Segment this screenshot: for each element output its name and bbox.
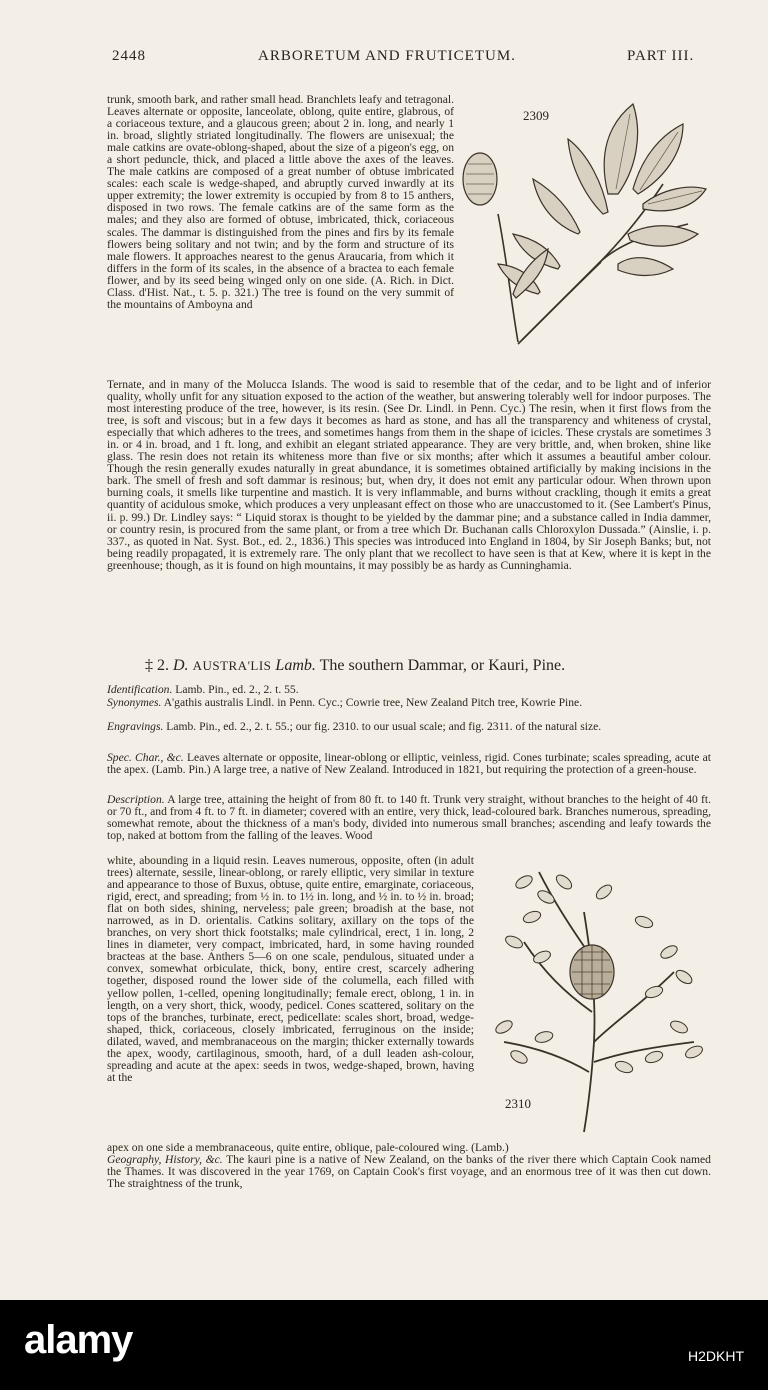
engravings-text: Lamb. Pin., ed. 2., 2. t. 55.; our fig. 2310. to our usual scale; and fig. 2311. of the natural size. — [166, 720, 602, 733]
species-authority: Lamb. — [275, 657, 316, 674]
geography-entry — [107, 1154, 711, 1190]
figure-2310-illustration — [484, 852, 708, 1137]
description-text-a: A large tree, attaining the height of from 80 ft. to 140 ft. Trunk very straight, without branches to the height of 40 ft. or 70 ft., and from 4 ft. to 7 ft. in diameter; covered with an entire, very thick, lead-coloured bark. Branches numerous, spreading, somewhat remote, about the thickness of a man's body, divided into numerous small branches; ascending and leafy towards the top, naked at bottom from the falling of the leaves. Wood — [107, 793, 711, 843]
species-number: 2. — [157, 657, 169, 674]
description-narrow — [107, 855, 474, 1084]
common-name: The southern Dammar, or Kauri, Pine. — [319, 657, 566, 674]
spec-char-label: Spec. Char., &c. — [107, 751, 184, 764]
synonymes-entry — [107, 697, 711, 709]
hardiness-symbol: ‡ — [145, 657, 153, 674]
image-id: H2DKHT — [687, 1348, 744, 1364]
description-label: Description. — [107, 793, 165, 806]
species-epithet: AUSTRA'LIS — [192, 658, 272, 673]
figure-2309-number: 2309 — [523, 108, 549, 123]
geography-text: The kauri pine is a native of New Zealand, on the banks of the river there which Captain Cook named the Thames. It was discovered in the year 1769, on Captain Cook's first voyage, and an enormous tree of it was then cut down. The straightness of the trunk, — [107, 1153, 711, 1191]
genus-abbrev: D. — [173, 657, 189, 674]
paragraph-1-full: Ternate, and in many of the Molucca Islands. The wood is said to resemble that of the cedar, and to be light and of inferior quality, wholly unfit for any situation exposed to the action of the weather, but answering tolerably well for indoor purposes. The most interesting produce of the tree, however, is its resin. (See Dr. Lindl. in Penn. Cyc.) The resin, when it first flows from the tree, is soft and viscous; but in a few days it becomes as hard as stone, and has all the transparency and whiteness of crystal, especially that which adheres to the trees, and sometimes hangs from them in the shape of icicles. These crystals are sometimes 3 in. or 4 in. broad, and 1 ft. long, and exhibit an elegant striated appearance. They are very brittle, and, when broken, shine like glass. The resin does not retain its whiteness more than five or six months; after which it assumes a beautiful amber colour. Though the resin generally exudes naturally in great abundance, it is sometimes obtained artificially by making incisions in the bark. The smell of fresh and soft dammar is resinous; but, when dry, it does not emit any particular odour. When thrown upon burning coals, it smells like turpentine and mastich. It is very inflammable, and burns without crackling, though it emits a great quantity of acidulous smoke, which produces a very unpleasant effect on those who are unaccustomed to it. (See Lambert's Pinus, ii. p. 99.) Dr. Lindley says: “ Liquid storax is thought to be yielded by the dammar pine; and a substance called in India dammer, or country resin, is procured from the same plant, or from a tree which Dr. Buchanan calls Chloroxylon Dussada.” (Ainslie, i. p. 337., as quoted in Nat. Syst. Bot., ed. 2., 1836.) This species was introduced into England in 1804, by Sir Joseph Banks; but, not being readily propagated, it is extremely rare. The only plant that we recollect to have seen is that at Kew, where it is kept in the greenhouse; though, as it is found on high mountains, it may possibly be as hardy as Cunninghamia. — [107, 378, 711, 572]
identification-entry — [107, 684, 711, 696]
geography-label: Geography, History, &c. — [107, 1153, 223, 1166]
engravings-entry — [107, 721, 711, 733]
species-heading — [145, 657, 565, 675]
description-entry — [107, 794, 711, 842]
page-number: 2448 — [112, 48, 146, 64]
alamy-logo: alamy — [24, 1318, 133, 1362]
engravings-label: Engravings. — [107, 720, 164, 733]
identification-label: Identification. — [107, 683, 173, 696]
spec-char-entry — [107, 752, 711, 776]
spec-char-text: Leaves alternate or opposite, linear-oblong or elliptic, veinless, rigid. Cones turbinate; scales spreading, acute at the apex. (Lamb. Pin.) A large tree, a native of New Zealand. Introduced in 1821, but requiring the protection of a green-house. — [107, 751, 711, 777]
running-title: ARBORETUM AND FRUTICETUM. — [258, 48, 516, 64]
stock-photo-footer — [0, 1300, 768, 1390]
figure-2309-illustration — [458, 94, 708, 356]
synonymes-text: A'gathis australis Lindl. in Penn. Cyc.; Cowrie tree, New Zealand Pitch tree, Kowrie Pine. — [163, 696, 583, 709]
description-text-b: white, abounding in a liquid resin. Leaves numerous, opposite, often (in adult trees) alternate, sessile, linear-oblong, or rarely elliptic, very similar in texture and appearance to those of Buxus, obtuse, quite entire, emarginate, coriaceous, rigid, erect, and spreading; from ½ in. to 1½ in. long, and ½ in. to ½ in. broad; flat on both sides, shining, nerveless; pale green; broadish at the base, not narrowed, as in D. orientalis. Catkins solitary, axillary on the tops of the branches, on very short thick footstalks; male cylindrical, erect, 1 in. long, 2 lines in diameter, very compact, imbricated, hard, in some having rounded bracteas at the base. Anthers 5—6 on one scale, pendulous, situated under a convex, somewhat orbiculate, thick, bony, entire crest, scarcely adhering together, disposed round the lower side of the columella, each filled with yellow pollen, 1-celled, opening longitudinally; female erect, oblong, 1 in. in length, on a very short, thick, woody, pedicel. Cones scattered, solitary on the tops of the branches, turbinate, erect, pedicellate: scales short, broad, wedge-shaped, thick, coriaceous, closely imbricated, ferruginous on the inside; dilated, waved, and membranaceous on the margin; thicker externally towards the apex, woody, cartilaginous, smooth, hard, of a dull leaden ash-colour, spreading and acute at the apex: seeds in twos, wedge-shaped, brown, having at the — [107, 854, 474, 1084]
synonymes-label: Synonymes. — [107, 696, 162, 709]
part-label: PART III. — [627, 48, 695, 64]
description-text-c: apex on one side a membranaceous, quite entire, oblique, pale-coloured wing. (Lamb.) — [107, 1141, 509, 1154]
identification-text: Lamb. Pin., ed. 2., 2. t. 55. — [175, 683, 299, 696]
figure-2310-number: 2310 — [505, 1096, 531, 1111]
paragraph-1-narrow: trunk, smooth bark, and rather small head. Branchlets leafy and tetragonal. Leaves alternate or opposite, lanceolate, oblong, quite entire, glabrous, of a coriaceous texture, and a glaucous green; about 2 in. long, and nearly 1 in. broad, slightly striated longitudinally. The flowers are unisexual; the male catkins are ovate-oblong-shaped, about the size of a pigeon's egg, on a short peduncle, thick, and placed a little above the axes of the leaves. The male catkins are composed of a great number of obtuse imbricated scales: each scale is wedge-shaped, and abruptly curved inwardly at its upper extremity; the lower extremity is occupied by from 8 to 15 anthers, disposed in two rows. The female catkins are of the same form as the males; and they also are formed of obtuse, imbricated, thick, coriaceous scales. The dammar is distinguished from the pines and firs by its female flowers being solitary and not twin; and by the form and structure of its male flowers. It approaches nearest to the genus Araucaria, from which it differs in the form of its scales, in the absence of a bractea to each female flower, and by its seed being winged only on one side. (A. Rich. in Dict. Class. d'Hist. Nat., t. 5. p. 321.) The tree is found on the very summit of the mountains of Amboyna and — [107, 93, 454, 311]
